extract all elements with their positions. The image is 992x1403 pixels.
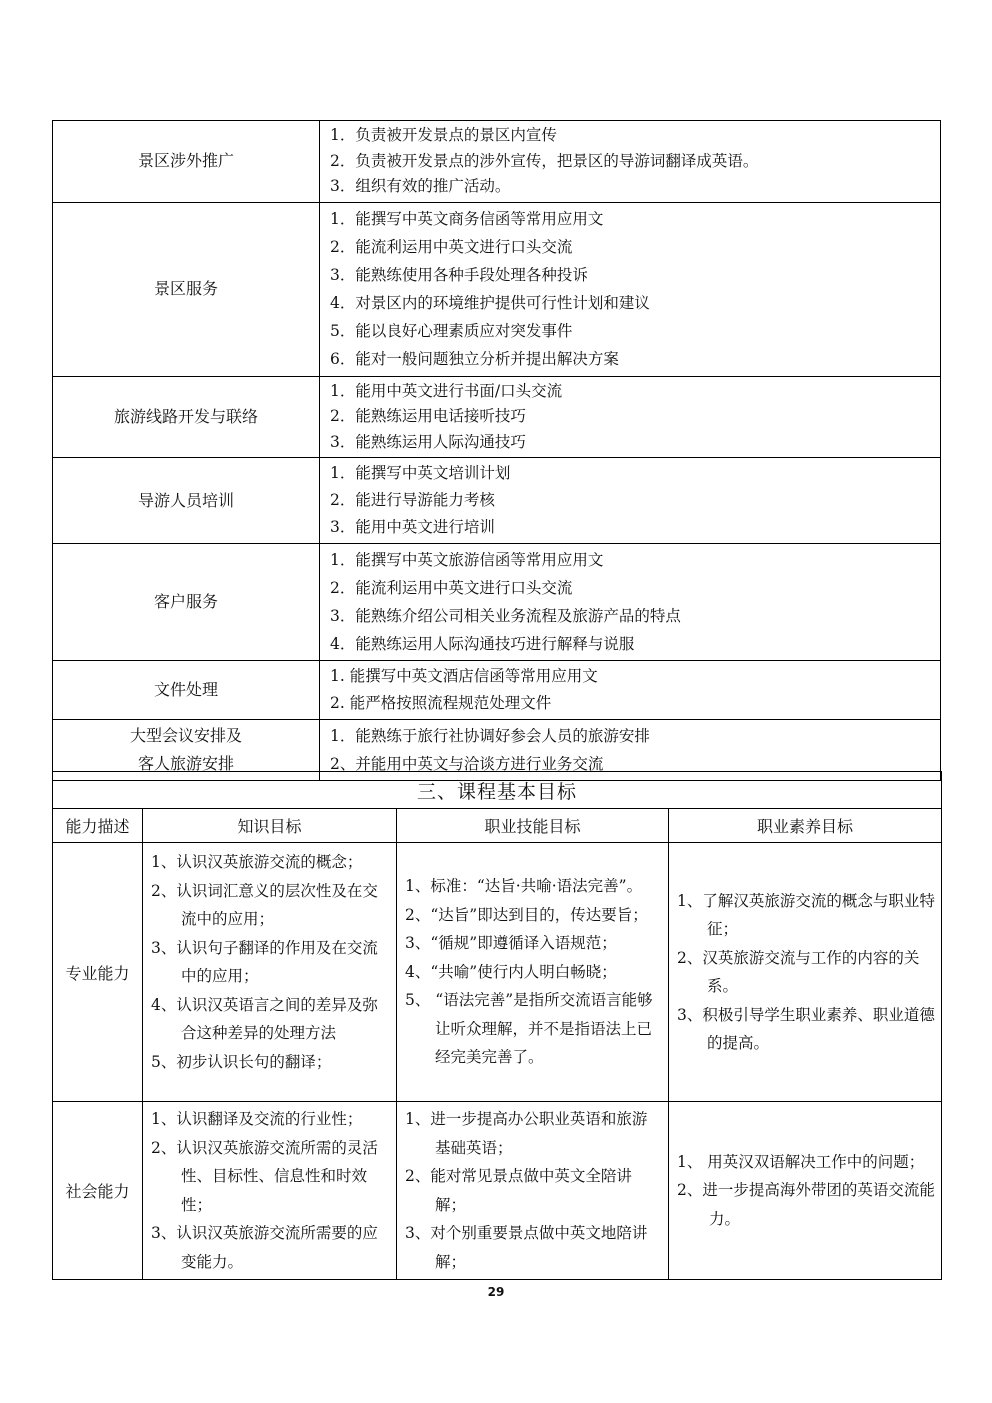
- category-cell: 社会能力: [53, 1102, 143, 1280]
- task-cell: [53, 661, 320, 720]
- goal-item: 2、能对常见景点做中英文全陪讲解；: [405, 1167, 632, 1214]
- duty-item: 2．能流利运用中英文进行口头交流: [330, 579, 573, 597]
- category-cell: 专业能力: [53, 843, 143, 1102]
- table-row: [53, 1102, 942, 1280]
- goal-item: 1、了解汉英旅游交流的概念与职业特征；: [677, 891, 935, 938]
- duty-item: 1. 能撰写中英文酒店信函等常用应用文: [330, 667, 598, 685]
- duty-item: 2、并能用中英文与洽谈方进行业务交流: [330, 755, 604, 773]
- course-goals-table: [52, 771, 942, 1280]
- duties-cell: [320, 202, 941, 376]
- duty-item: 4．对景区内的环境维护提供可行性计划和建议: [330, 294, 650, 312]
- goal-item: 3、对个别重要景点做中英文地陪讲解；: [405, 1224, 648, 1271]
- section-title: 三、课程基本目标: [53, 772, 942, 809]
- duty-item: 3．能用中英文进行培训: [330, 518, 495, 536]
- quality-cell: [669, 1102, 942, 1280]
- knowledge-cell: [143, 1102, 397, 1280]
- duty-item: 2. 能严格按照流程规范处理文件: [330, 694, 552, 712]
- duty-item: 3．能熟练介绍公司相关业务流程及旅游产品的特点: [330, 607, 681, 625]
- knowledge-cell: [143, 843, 397, 1102]
- page-number: 29: [487, 1285, 505, 1299]
- goal-item: 1、进一步提高办公职业英语和旅游基础英语；: [405, 1110, 648, 1157]
- column-header: 能力描述: [53, 809, 143, 843]
- header-row: [53, 809, 942, 843]
- duty-item: 2．能进行导游能力考核: [330, 491, 495, 509]
- goal-item: 2、认识汉英旅游交流所需的灵活性、目标性、信息性和时效性；: [151, 1138, 378, 1214]
- task-label: 客户服务: [153, 592, 218, 611]
- goal-item: 4、“共喻”使行内人明白畅晓；: [405, 962, 617, 981]
- task-cell: [53, 376, 320, 458]
- duty-item: 1．能撰写中英文培训计划: [330, 464, 511, 482]
- section-title-row: [53, 772, 942, 809]
- task-label: 景区涉外推广: [137, 151, 234, 171]
- duty-item: 2．能流利运用中英文进行口头交流: [330, 238, 573, 256]
- task-cell: [53, 458, 320, 544]
- duties-cell: [320, 544, 941, 661]
- duty-item: 2．负责被开发景点的涉外宣传，把景区的导游词翻译成英语。: [330, 151, 759, 170]
- goal-item: 1、认识汉英旅游交流的概念；: [151, 853, 363, 871]
- goal-item: 3、积极引导学生职业素养、职业道德的提高。: [677, 1005, 935, 1052]
- duty-item: 3．能熟练运用人际沟通技巧: [330, 432, 526, 451]
- column-header: 职业素养目标: [669, 809, 942, 843]
- goal-item: 4、认识汉英语言之间的差异及弥合这种差异的处理方法: [151, 995, 378, 1042]
- duty-item: 1．能熟练于旅行社协调好参会人员的旅游安排: [330, 727, 650, 745]
- duty-item: 1．能撰写中英文旅游信函等常用应用文: [330, 551, 604, 569]
- duty-item: 5．能以良好心理素质应对突发事件: [330, 322, 573, 340]
- duty-item: 6．能对一般问题独立分析并提出解决方案: [330, 350, 619, 368]
- goal-item: 3、认识汉英旅游交流所需要的应变能力。: [151, 1224, 378, 1271]
- duties-cell: [320, 376, 941, 458]
- task-cell: [53, 544, 320, 661]
- goal-item: 2、进一步提高海外带团的英语交流能力。: [677, 1181, 935, 1228]
- job-duties-table: [52, 120, 941, 781]
- table-row: [53, 458, 941, 544]
- duty-item: 2．能熟练运用电话接听技巧: [330, 407, 526, 425]
- skills-cell: [397, 1102, 669, 1280]
- duties-cell: [320, 458, 941, 544]
- duty-item: 1．能撰写中英文商务信函等常用应用文: [330, 210, 604, 228]
- table-row: [53, 376, 941, 458]
- task-label: 客人旅游安排: [137, 754, 234, 773]
- goal-item: 2、认识词汇意义的层次性及在交流中的应用；: [151, 881, 378, 928]
- table-row: [53, 544, 941, 661]
- table-row: [53, 121, 941, 203]
- task-label: 导游人员培训: [137, 490, 234, 510]
- task-label: 大型会议安排及: [129, 726, 242, 745]
- table-row: [53, 661, 941, 720]
- goal-item: 2、“达旨”即达到目的，传达要旨；: [405, 905, 648, 924]
- goal-item: 5、 “语法完善”是指所交流语言能够让听众理解，并不是指语法上已经完美完善了。: [405, 991, 653, 1067]
- task-cell: [53, 202, 320, 376]
- column-header: 职业技能目标: [397, 809, 669, 843]
- goal-item: 3、认识句子翻译的作用及在交流中的应用；: [151, 938, 378, 985]
- duties-cell: [320, 121, 941, 203]
- task-cell: [53, 121, 320, 203]
- task-label: 景区服务: [153, 279, 218, 298]
- goal-item: 3、“循规”即遵循译入语规范；: [405, 934, 617, 953]
- duty-item: 1．能用中英文进行书面/口头交流: [330, 381, 563, 400]
- quality-cell: [669, 843, 942, 1102]
- duty-item: 1．负责被开发景点的景区内宣传: [330, 126, 557, 144]
- table-row: [53, 843, 942, 1102]
- task-label: 旅游线路开发与联络: [113, 406, 258, 426]
- duty-item: 3．能熟练使用各种手段处理各种投诉: [330, 266, 588, 284]
- table-row: [53, 202, 941, 376]
- goal-item: 1、认识翻译及交流的行业性；: [151, 1110, 363, 1128]
- goal-item: 2、汉英旅游交流与工作的内容的关系。: [677, 948, 920, 995]
- goal-item: 1、 用英汉双语解决工作中的问题；: [677, 1152, 925, 1171]
- goal-item: 1、标准：“达旨·共喻·语法完善”。: [405, 877, 643, 896]
- duties-cell: [320, 661, 941, 720]
- duty-item: 4．能熟练运用人际沟通技巧进行解释与说服: [330, 635, 635, 653]
- duty-item: 3．组织有效的推广活动。: [330, 177, 511, 195]
- task-label: 文件处理: [153, 680, 218, 699]
- goal-item: 5、初步认识长句的翻译；: [151, 1052, 332, 1071]
- column-header: 知识目标: [143, 809, 397, 843]
- skills-cell: [397, 843, 669, 1102]
